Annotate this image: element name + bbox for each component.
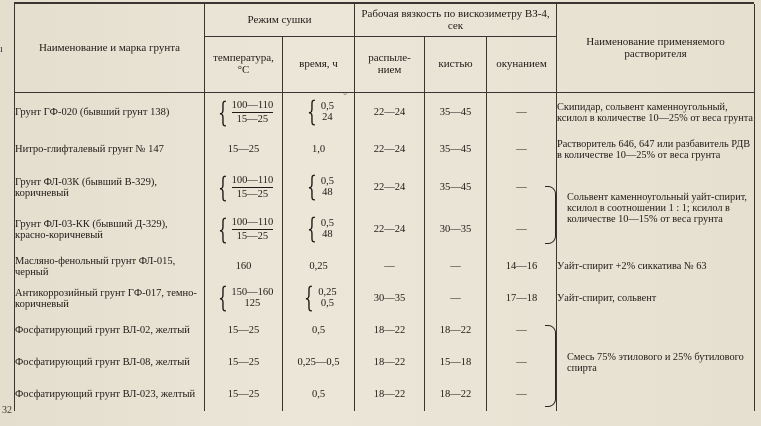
- time-cell: { 0,5 24: [283, 93, 355, 133]
- header-name: Наименование и марка грунта: [15, 4, 205, 93]
- header-solvent: Наименование применяемого растворителя: [557, 4, 755, 93]
- header-time: время, ч: [283, 36, 355, 92]
- primer-name: Фосфатирующий грунт ВЛ-02, желтый: [15, 315, 205, 347]
- temp-value: 15—25: [205, 347, 283, 379]
- time-value: 0,5: [320, 176, 334, 187]
- temp-value: 125: [244, 298, 261, 309]
- table-row: [15, 283, 755, 315]
- brush-value: —: [425, 283, 487, 315]
- primer-name: Фосфатирующий грунт ВЛ-023, желтый: [15, 379, 205, 411]
- time-value: 0,25—0,5: [283, 347, 355, 379]
- dip-value: —: [487, 315, 557, 347]
- time-value: 0,25: [318, 287, 337, 298]
- primer-name: Грунт ФЛ-03К (бывший В-329), коричневый: [15, 167, 205, 209]
- header-drying: Режим сушки: [205, 4, 355, 36]
- temp-cell: { 150—160 125: [205, 283, 283, 315]
- primer-name: Масляно-фенольный грунт ФЛ-015, черный: [15, 251, 205, 283]
- brush-value: 30—35: [425, 209, 487, 251]
- primer-name: Антикоррозийный грунт ГФ-017, темно-коричневый: [15, 283, 205, 315]
- temp-value: 150—160: [231, 287, 274, 298]
- temp-value: 160: [205, 251, 283, 283]
- solvent-text: Уайт-спирит +2% сиккатива № 63: [557, 251, 755, 283]
- temp-value: 100—110: [231, 100, 274, 112]
- temp-value: 15—25: [236, 189, 269, 200]
- print-smudge: ◦: [343, 86, 348, 100]
- brush-value: 35—45: [425, 167, 487, 209]
- time-value: 48: [322, 229, 333, 240]
- table-row: [15, 315, 755, 347]
- table-row: [15, 133, 755, 167]
- temp-cell: { 100—110 15—25: [205, 93, 283, 133]
- solvent-text: Сольвент каменноугольный уайт-спирит, ксилол в соотношении 1 : 1; ксилол в количестве 10—15% от веса грунта: [557, 167, 755, 251]
- temp-value: 15—25: [205, 133, 283, 167]
- header-brush: кистью: [425, 36, 487, 92]
- spray-value: 30—35: [355, 283, 425, 315]
- table-row: [15, 167, 755, 209]
- group-brace-vl: [545, 325, 556, 407]
- brush-value: 18—22: [425, 315, 487, 347]
- spray-value: 22—24: [355, 209, 425, 251]
- dip-value: —: [487, 209, 557, 251]
- dip-value: —: [487, 133, 557, 167]
- time-cell: { 0,5 48: [283, 167, 355, 209]
- solvent-text: Растворитель 646, 647 или разбавитель РДВ в количестве 10—25% от веса грунта: [557, 133, 755, 167]
- primer-name: Фосфатирующий грунт ВЛ-08, желтый: [15, 347, 205, 379]
- header-spray: распыле-нием: [355, 36, 425, 92]
- brush-value: —: [425, 251, 487, 283]
- solvent-text: Смесь 75% этилового и 25% бутилового спирта: [557, 315, 755, 411]
- primer-name: Грунт ГФ-020 (бывший грунт 138): [15, 93, 205, 133]
- table-row: [15, 251, 755, 283]
- brush-value: 35—45: [425, 133, 487, 167]
- brush-value: 18—22: [425, 379, 487, 411]
- header-dip: окунанием: [487, 36, 557, 92]
- dip-value: 17—18: [487, 283, 557, 315]
- time-value: 0,5: [320, 298, 334, 309]
- time-value: 0,5: [320, 218, 334, 229]
- table-row: [15, 93, 755, 133]
- temp-value: 15—25: [236, 231, 269, 242]
- temp-value: 15—25: [205, 315, 283, 347]
- spray-value: 22—24: [355, 93, 425, 133]
- header-temp: температура, °С: [205, 36, 283, 92]
- temp-value: 15—25: [236, 114, 269, 126]
- temp-cell: { 100—110 15—25: [205, 167, 283, 209]
- temp-cell: { 100—110 15—25: [205, 209, 283, 251]
- primer-name: Грунт ФЛ-03-КК (бывший Д-329), красно-коричневый: [15, 209, 205, 251]
- header-viscosity: Рабочая вязкость по вискозиметру ВЗ-4, сек: [355, 4, 557, 36]
- dip-value: —: [487, 347, 557, 379]
- time-value: 1,0: [283, 133, 355, 167]
- temp-value: 15—25: [205, 379, 283, 411]
- spray-value: —: [355, 251, 425, 283]
- dip-value: 14—16: [487, 251, 557, 283]
- time-value: 0,5: [283, 379, 355, 411]
- dip-value: —: [487, 167, 557, 209]
- margin-mark: ı: [0, 44, 3, 55]
- spray-value: 22—24: [355, 167, 425, 209]
- temp-value: 100—110: [231, 175, 274, 186]
- primer-table: [14, 4, 755, 411]
- brush-value: 35—45: [425, 93, 487, 133]
- time-value: 0,5: [283, 315, 355, 347]
- primer-name: Нитро-глифталевый грунт № 147: [15, 133, 205, 167]
- brush-value: 15—18: [425, 347, 487, 379]
- time-value: 48: [322, 187, 333, 198]
- time-cell: { 0,25 0,5: [283, 283, 355, 315]
- time-value: 0,5: [320, 101, 334, 113]
- spray-value: 18—22: [355, 379, 425, 411]
- spray-value: 22—24: [355, 133, 425, 167]
- spray-value: 18—22: [355, 315, 425, 347]
- temp-value: 100—110: [231, 217, 274, 228]
- time-value: 24: [322, 112, 333, 124]
- dip-value: —: [487, 379, 557, 411]
- dip-value: —: [487, 93, 557, 133]
- solvent-text: Уайт-спирит, сольвент: [557, 283, 755, 315]
- time-cell: { 0,5 48: [283, 209, 355, 251]
- group-brace-fl03: [545, 186, 556, 244]
- time-value: 0,25: [283, 251, 355, 283]
- page-number: 32: [2, 405, 12, 416]
- spray-value: 18—22: [355, 347, 425, 379]
- solvent-text: Скипидар, сольвент каменноугольный, ксилол в количестве 10—25% от веса грунта: [557, 93, 755, 133]
